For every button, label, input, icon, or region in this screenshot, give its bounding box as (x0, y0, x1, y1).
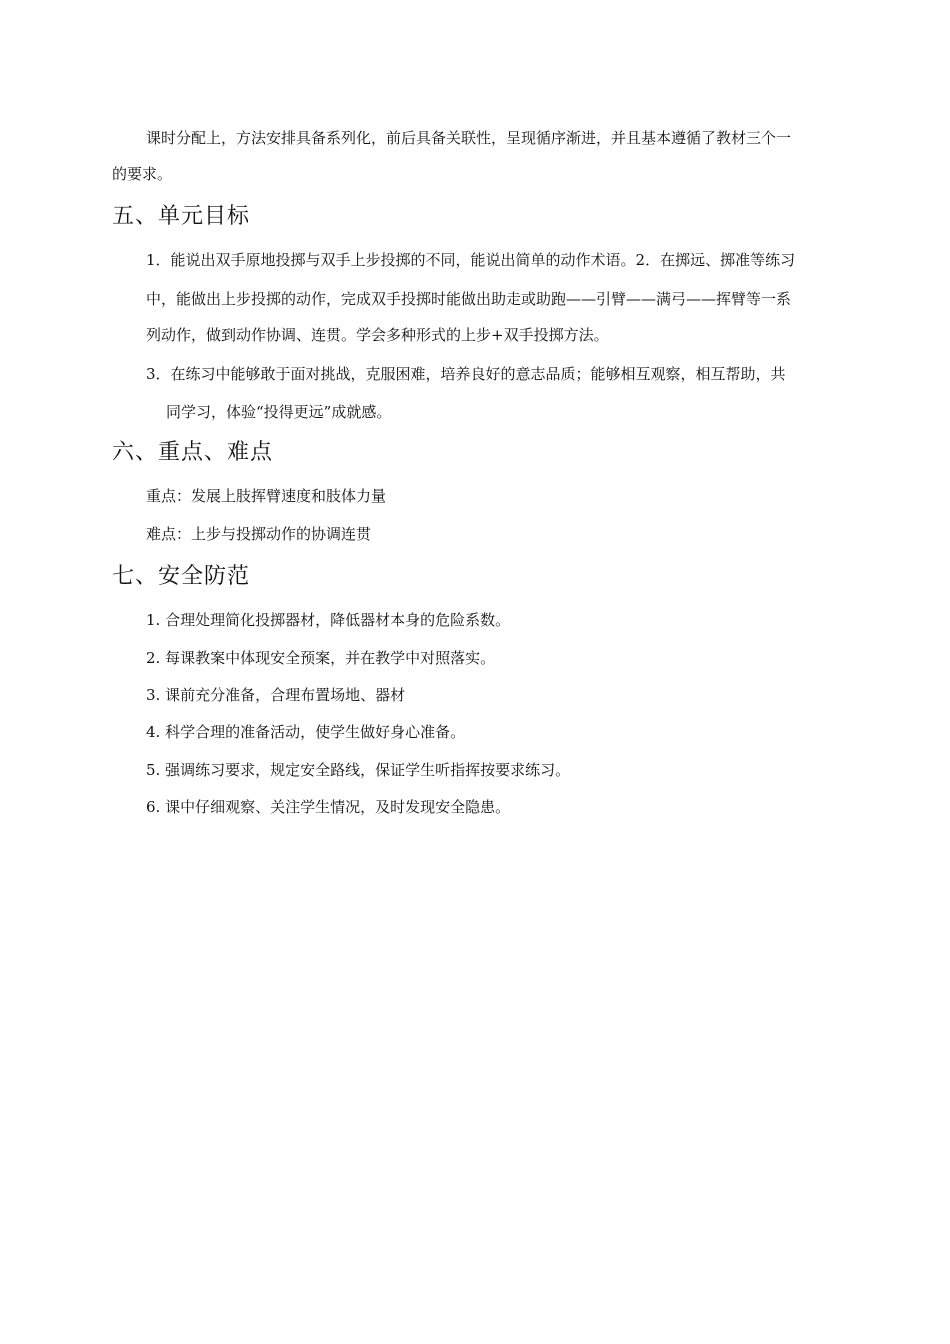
intro-line-1: 课时分配上，方法安排具备系列化，前后具备关联性，呈现循序渐进，并且基本遵循了教材三个一 (146, 129, 792, 147)
goal-1-line-1: 1．能说出双手原地投掷与双手上步投掷的不同，能说出简单的动作术语。2．在掷远、掷准等练习 (146, 251, 796, 269)
goal-3-line-2: 同学习，体验“投得更远”成就感。 (166, 403, 392, 421)
safety-item: 3. 课前充分准备，合理布置场地、器材 (146, 686, 406, 704)
key-point-text: 重点：发展上肢挥臂速度和肢体力量 (146, 487, 387, 505)
goal-1-line-3: 列动作，做到动作协调、连贯。学会多种形式的上步+双手投掷方法。 (146, 326, 609, 344)
goal-3-line-1: 3．在练习中能够敢于面对挑战，克服困难，培养良好的意志品质；能够相互观察，相互帮助，共 (146, 365, 786, 383)
safety-item: 4. 科学合理的准备活动，使学生做好身心准备。 (146, 723, 466, 741)
safety-item: 5. 强调练习要求，规定安全路线，保证学生听指挥按要求练习。 (146, 761, 571, 779)
goal-1-line-2: 中，能做出上步投掷的动作，完成双手投掷时能做出助走或助跑——引臂——满弓——挥臂等一系 (146, 290, 792, 308)
intro-line-2: 的要求。 (112, 165, 173, 183)
section-heading-key-difficult-points: 六、重点、难点 (112, 440, 274, 465)
section-heading-unit-goals: 五、单元目标 (112, 204, 251, 229)
safety-item: 6. 课中仔细观察、关注学生情况，及时发现安全隐患。 (146, 798, 511, 816)
section-heading-safety: 七、安全防范 (112, 564, 251, 589)
difficulty-text: 难点：上步与投掷动作的协调连贯 (146, 525, 372, 543)
safety-item: 1. 合理处理简化投掷器材，降低器材本身的危险系数。 (146, 611, 511, 629)
safety-item: 2. 每课教案中体现安全预案，并在教学中对照落实。 (146, 649, 496, 667)
